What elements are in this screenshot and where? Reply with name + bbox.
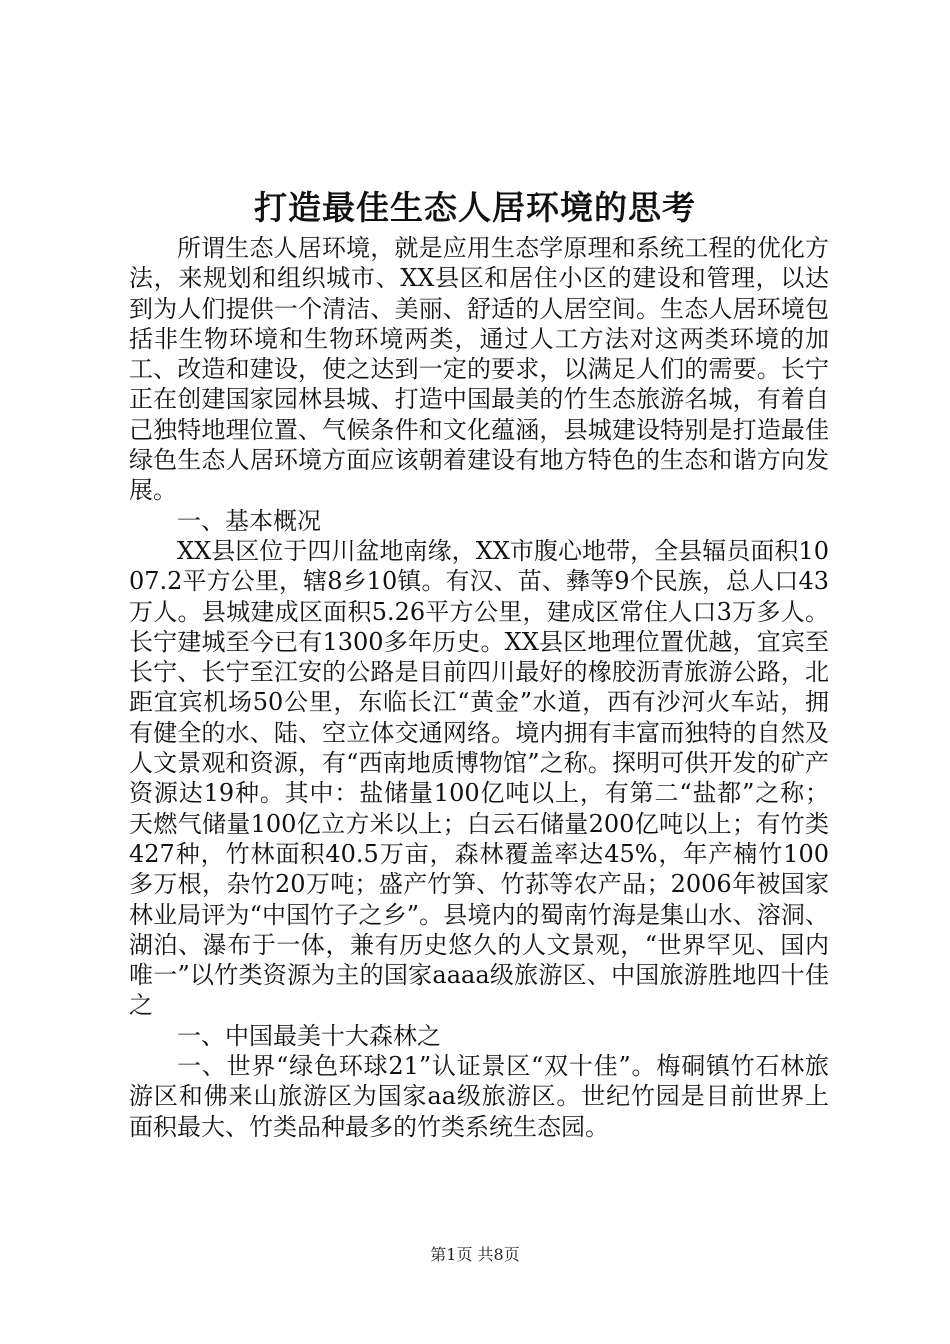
paragraph-green-globe: 一、世界“绿色环球21”认证景区“双十佳”。梅硐镇竹石林旅游区和佛来山旅游区为国家aa级旅游区。世纪竹园是目前世界上面积最大、竹类品种最多的竹类系统生态园。	[129, 1052, 829, 1141]
paragraph-forest: 一、中国最美十大森林之	[177, 1021, 441, 1050]
paragraph-overview: XX县区位于四川盆地南缘，XX市腹心地带，全县辐员面积1007.2平方公里，辖8乡10镇。有汉、苗、彝等9个民族，总人口43万人。县城建成区面积5.26平方公里，建成区常住人口3万多人。长宁建城至今已有1300多年历史。XX县区地理位置优越，宜宾至长宁、长宁至江安的公路是目前四川最好的橡胶沥青旅游公路，北距宜宾机场50公里，东临长江“黄金”水道，西有沙河火车站，拥有健全的水、陆、空立体交通网络。境内拥有丰富而独特的自然及人文景观和资源，有“西南地质博物馆”之称。探明可供开发的矿产资源达19种。其中：盐储量100亿吨以上，有第二“盐都”之称；天燃气储量100亿立方米以上；白云石储量200亿吨以上；有竹类427种，竹林面积40.5万亩，森林覆盖率达45%，年产楠竹100多万根，杂竹20万吨；盛产竹笋、竹荪等农产品；2006年被国家林业局评为“中国竹子之乡”。县境内的蜀南竹海是集山水、溶洞、湖泊、瀑布于一体，兼有历史悠久的人文景观，“世界罕见、国内唯一”以竹类资源为主的国家aaaa级旅游区、中国旅游胜地四十佳之	[129, 536, 829, 1020]
page-footer: 第1页 共8页	[430, 1245, 520, 1264]
page-title: 打造最佳生态人居环境的思考	[254, 188, 696, 227]
document-body	[129, 233, 829, 1142]
paragraph-intro: 所谓生态人居环境，就是应用生态学原理和系统工程的优化方法，来规划和组织城市、XX县区和居住小区的建设和管理，以达到为人们提供一个清洁、美丽、舒适的人居空间。生态人居环境包括非生物环境和生物环境两类，通过人工方法对这两类环境的加工、改造和建设，使之达到一定的要求，以满足人们的需要。长宁正在创建国家园林县城、打造中国最美的竹生态旅游名城，有着自己独特地理位置、气候条件和文化蕴涵，县城建设特别是打造最佳绿色生态人居环境方面应该朝着建设有地方特色的生态和谐方向发展。	[129, 234, 829, 505]
section-heading-overview: 一、基本概况	[177, 506, 321, 535]
